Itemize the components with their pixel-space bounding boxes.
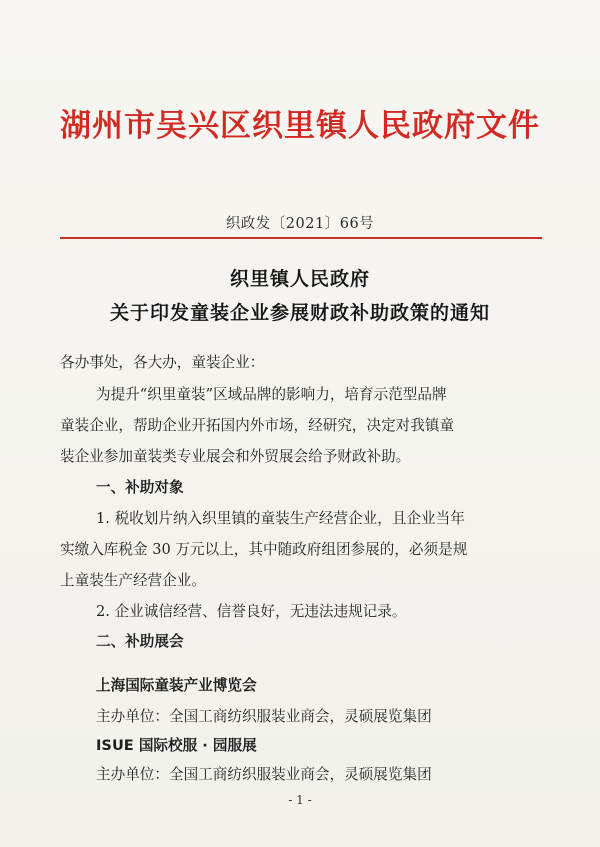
- section2-heading: 二、补助展会: [96, 633, 184, 650]
- notice-title-line2: 关于印发童装企业参展财政补助政策的通知: [109, 302, 490, 324]
- expo-organizer: 主办单位：全国工商纺织服装业商会，灵硕展览集团: [96, 766, 432, 783]
- page-number: - 1 -: [288, 793, 312, 807]
- section1-item2: 2. 企业诚信经营、信誉良好，无违法违规记录。: [96, 603, 407, 620]
- expo-organizer: 主办单位：全国工商纺织服装业商会，灵硕展览集团: [96, 708, 432, 725]
- intro-line: 装企业参加童装类专业展会和外贸展会给予财政补助。: [60, 448, 411, 465]
- notice-title-line1: 织里镇人民政府: [229, 268, 370, 290]
- intro-line: 童装企业，帮助企业开拓国内外市场，经研究，决定对我镇童: [60, 417, 455, 434]
- section1-heading: 一、补助对象: [96, 479, 184, 496]
- document-header-title: 湖州市吴兴区织里镇人民政府文件: [60, 108, 540, 144]
- salutation: 各办事处，各大办，童装企业：: [60, 354, 265, 371]
- expo-name: ISUE 国际校服 · 园服展: [96, 737, 257, 754]
- section1-item1-line: 实缴入库税金 30 万元以上，其中随政府组团参展的，必须是规: [60, 541, 468, 558]
- document-number: 织政发〔2021〕66号: [225, 216, 375, 232]
- section1-item1-line: 上童装生产经营企业。: [60, 572, 206, 589]
- expo-name: 上海国际童装产业博览会: [96, 677, 257, 694]
- section1-item1-line: 1. 税收划片纳入织里镇的童装生产经营企业，且企业当年: [96, 510, 465, 527]
- red-divider-line: [60, 237, 542, 239]
- intro-line: 为提升“织里童装”区域品牌的影响力，培育示范型品牌: [96, 386, 447, 403]
